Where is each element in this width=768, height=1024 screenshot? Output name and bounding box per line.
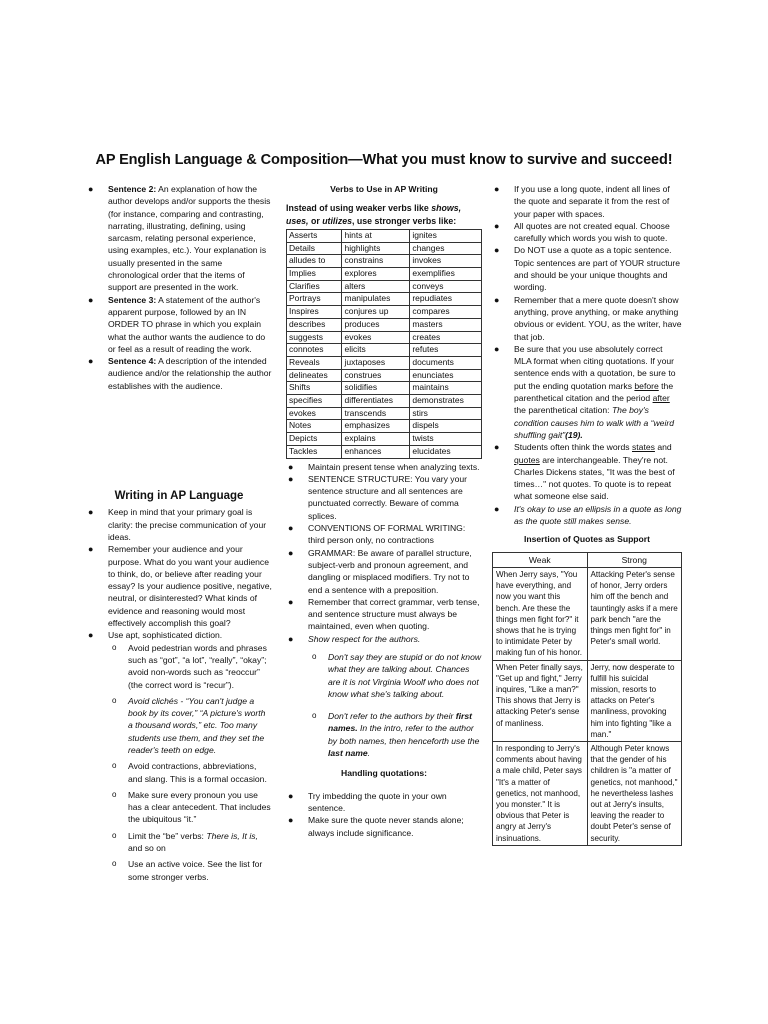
page-title: AP English Language & Composition—What you must know to survive and succeed! bbox=[95, 152, 673, 168]
table-row bbox=[493, 567, 682, 660]
table-cell: masters bbox=[410, 318, 482, 331]
list-item: ● Show respect for the authors. o Don't say they are stupid or do not know what they are talking about. Chances are it is not Virginia Woolf who does not know what she's talking about. o Don't refer to the authors by their first names. In the intro, refer to the author by both names, then henceforth use the last name. bbox=[286, 633, 482, 760]
insertion-heading: Insertion of Quotes as Support bbox=[523, 534, 651, 545]
table-row bbox=[287, 280, 482, 293]
list-item: ● Keep in mind that your primary goal is clarity: the precise communication of your ideas. bbox=[86, 506, 272, 543]
table-cell: delineates bbox=[287, 369, 342, 382]
table-cell: transcends bbox=[342, 407, 410, 420]
list-item: ● SENTENCE STRUCTURE: You vary your sentence structure and all sentences are punctuated correctly. Beware of comma splices. bbox=[286, 473, 482, 522]
list-item: ● Students often think the words states and quotes are interchangeable. They're not. Charles Dickens states, "It was the best of times…" not quotes. To quote is to repeat what someone else said. bbox=[492, 441, 682, 502]
table-cell: refutes bbox=[410, 344, 482, 357]
table-row bbox=[287, 407, 482, 420]
table-cell: Notes bbox=[287, 420, 342, 433]
table-row bbox=[287, 369, 482, 382]
table-cell-weak: In responding to Jerry's comments about having a male child, Peter says "It's a matter of genetics, not manhood, you monster." It is obvious that Peter is angry at Jerry's insinuations. bbox=[493, 741, 588, 845]
table-cell: evokes bbox=[342, 331, 410, 344]
verbs-table bbox=[286, 229, 482, 459]
table-cell: elicits bbox=[342, 344, 410, 357]
table-cell: maintains bbox=[410, 382, 482, 395]
column-right bbox=[492, 183, 682, 846]
quote-tips-list bbox=[492, 183, 682, 527]
list-item: o Avoid clichés - “You can't judge a book by its cover,” “A picture's worth a thousand words,” etc. Too many students use them, and they set the reader's teeth on edge. bbox=[108, 695, 272, 756]
table-cell: evokes bbox=[287, 407, 342, 420]
table-cell: explains bbox=[342, 433, 410, 446]
table-cell: construes bbox=[342, 369, 410, 382]
insertion-table bbox=[492, 552, 682, 846]
table-cell: Inspires bbox=[287, 306, 342, 319]
table-cell: alters bbox=[342, 280, 410, 293]
table-cell: Implies bbox=[287, 268, 342, 281]
list-item: ● Sentence 2: An explanation of how the author develops and/or supports the thesis (for instance, comparing and contrasting, narrating, illustrating, defining, using sarcasm, relating personal experience, using examples, etc.). Your explanation is usually presented in the same chronological order that the items of support are presented in the work. bbox=[86, 183, 272, 294]
list-item: o Make sure every pronoun you use has a clear antecedent. That includes the ubiquitous “it.” bbox=[108, 789, 272, 826]
list-item: o Limit the “be” verbs: There is, It is, and so on bbox=[108, 830, 272, 855]
table-row bbox=[287, 356, 482, 369]
sentence-list bbox=[86, 183, 272, 392]
column-left bbox=[86, 183, 272, 887]
table-row bbox=[287, 293, 482, 306]
column-header-weak: Weak bbox=[493, 552, 588, 567]
list-item: o Don't refer to the authors by their first names. In the intro, refer to the author by both names, then henceforth use the last name. bbox=[308, 710, 482, 759]
list-item: o Use an active voice. See the list for some stronger verbs. bbox=[108, 858, 272, 883]
list-item: ● Remember that correct grammar, verb tense, and sentence structure must always be maintained, even when quoting. bbox=[286, 596, 482, 633]
table-cell: describes bbox=[287, 318, 342, 331]
table-row bbox=[493, 741, 682, 845]
table-cell: changes bbox=[410, 242, 482, 255]
list-item: ● Remember that a mere quote doesn't show anything, prove anything, or make anything obvious or evident. YOU, as the writer, have that job. bbox=[492, 294, 682, 343]
table-cell: differentiates bbox=[342, 395, 410, 408]
table-row bbox=[287, 318, 482, 331]
table-cell: exemplifies bbox=[410, 268, 482, 281]
table-row bbox=[287, 420, 482, 433]
list-item: ● Maintain present tense when analyzing texts. bbox=[286, 461, 482, 473]
table-cell: repudiates bbox=[410, 293, 482, 306]
table-row bbox=[287, 344, 482, 357]
list-item: ● Try imbedding the quote in your own sentence. bbox=[286, 790, 482, 815]
list-item: ● All quotes are not created equal. Choose carefully which words you wish to quote. bbox=[492, 220, 682, 245]
table-row bbox=[287, 445, 482, 458]
list-item: ● GRAMMAR: Be aware of parallel structure, subject-verb and pronoun agreement, and dangling or misplaced modifiers. Try not to end a sentence with a preposition. bbox=[286, 547, 482, 596]
conventions-list bbox=[286, 461, 482, 760]
quotations-list bbox=[286, 790, 482, 839]
verbs-heading: Verbs to Use in AP Writing bbox=[330, 184, 438, 194]
table-cell: manipulates bbox=[342, 293, 410, 306]
table-row bbox=[493, 660, 682, 741]
table-cell: Reveals bbox=[287, 356, 342, 369]
table-cell: stirs bbox=[410, 407, 482, 420]
list-item: ● CONVENTIONS OF FORMAL WRITING: third person only, no contractions bbox=[286, 522, 482, 547]
table-cell: produces bbox=[342, 318, 410, 331]
list-item: ● Sentence 3: A statement of the author's apparent purpose, followed by an IN ORDER TO phrase in which you explain what the author wants the audience to do or feel as a result of reading the work. bbox=[86, 294, 272, 355]
list-item: ● Make sure the quote never stands alone; always include significance. bbox=[286, 814, 482, 839]
table-cell: Portrays bbox=[287, 293, 342, 306]
table-cell: dispels bbox=[410, 420, 482, 433]
table-cell: highlights bbox=[342, 242, 410, 255]
table-cell: alludes to bbox=[287, 255, 342, 268]
table-cell: twists bbox=[410, 433, 482, 446]
table-cell: constrains bbox=[342, 255, 410, 268]
table-row bbox=[287, 242, 482, 255]
table-cell-weak: When Peter finally says, "Get up and fight," Jerry inquires, "Like a man?" This shows that Jerry is attacking Peter's sense of manliness. bbox=[493, 660, 588, 741]
list-item: ● Remember your audience and your purpose. What do you want your audience to think, do, or believe after reading your essay? Is your audience positive, negative, neutral, or disinterested? What kinds of evidence and reasoning would most effectively accomplish this goal? bbox=[86, 543, 272, 629]
list-item: ● Do NOT use a quote as a topic sentence. Topic sentences are part of YOUR structure and should be your unique thoughts and wording. bbox=[492, 244, 682, 293]
list-item: o Avoid contractions, abbreviations, and slang. This is a formal occasion. bbox=[108, 760, 272, 785]
table-cell: Asserts bbox=[287, 229, 342, 242]
table-cell: Clarifies bbox=[287, 280, 342, 293]
table-row bbox=[287, 331, 482, 344]
table-row bbox=[287, 229, 482, 242]
table-row bbox=[287, 306, 482, 319]
column-middle bbox=[286, 183, 482, 839]
table-cell: Shifts bbox=[287, 382, 342, 395]
table-cell: elucidates bbox=[410, 445, 482, 458]
verbs-intro: Instead of using weaker verbs like shows, uses, or utilizes, use stronger verbs like: bbox=[286, 203, 462, 226]
table-cell: connotes bbox=[287, 344, 342, 357]
table-cell-strong: Attacking Peter's sense of honor, Jerry orders him off the bench and tauntingly asks if a mere park bench "are the things men fight for" in Peter's small world. bbox=[587, 567, 682, 660]
table-cell: solidifies bbox=[342, 382, 410, 395]
table-row bbox=[287, 395, 482, 408]
table-cell: specifies bbox=[287, 395, 342, 408]
table-cell: creates bbox=[410, 331, 482, 344]
table-cell: documents bbox=[410, 356, 482, 369]
table-row bbox=[287, 382, 482, 395]
list-item: ● It's okay to use an ellipsis in a quote as long as the quote still makes sense. bbox=[492, 503, 682, 528]
table-cell: explores bbox=[342, 268, 410, 281]
table-cell: suggests bbox=[287, 331, 342, 344]
list-item: ● Use apt, sophisticated diction. o Avoid pedestrian words and phrases such as “got”, “a lot”, “really”, “okay”; avoid non-words such as “reoccur” (the correct word is “recur”). o Avoid clichés - “You can't judge a book by its cover,” “A picture's worth a thousand words,” etc. Too many students use them, and they set the reader's teeth on edge. o Avoid contractions, abbreviations, and slang. This is a formal occasion. o Make sure every pronoun you use has a clear antecedent. That includes the ubiquitous “it.” o Limit the “be” verbs: There is, It is, and so on o Use an active voice. See the list for some stronger verbs. bbox=[86, 629, 272, 883]
table-cell: enunciates bbox=[410, 369, 482, 382]
table-cell: Details bbox=[287, 242, 342, 255]
table-cell: conjures up bbox=[342, 306, 410, 319]
table-cell: Depicts bbox=[287, 433, 342, 446]
list-item: ● If you use a long quote, indent all lines of the quote and separate it from the rest of your paper with spaces. bbox=[492, 183, 682, 220]
quotations-heading: Handling quotations: bbox=[341, 768, 427, 779]
table-row bbox=[287, 255, 482, 268]
table-cell: compares bbox=[410, 306, 482, 319]
table-cell: conveys bbox=[410, 280, 482, 293]
list-item: ● Be sure that you use absolutely correct MLA format when citing quotations. If your sentence ends with a quotation, be sure to put the ending quotation marks before the parenthetical citation and the period after the parenthetical citation: The boy's condition causes him to walk with a “weird shuffling gait”(19). bbox=[492, 343, 682, 441]
table-cell: invokes bbox=[410, 255, 482, 268]
table-row bbox=[287, 268, 482, 281]
table-cell: demonstrates bbox=[410, 395, 482, 408]
list-item: o Don't say they are stupid or do not know what they are talking about. Chances are it is not Virginia Woolf who does not know what she's talking about. bbox=[308, 651, 482, 700]
diction-sublist bbox=[108, 642, 272, 883]
table-cell: Tackles bbox=[287, 445, 342, 458]
table-cell: emphasizes bbox=[342, 420, 410, 433]
list-item: ● Sentence 4: A description of the intended audience and/or the relationship the author establishes with the audience. bbox=[86, 355, 272, 392]
list-item: o Avoid pedestrian words and phrases such as “got”, “a lot”, “really”, “okay”; avoid non-words such as “reoccur” (the correct word is “recur”). bbox=[108, 642, 272, 691]
table-cell-weak: When Jerry says, "You have everything, and now you want this bench. Are these the things men fight for?" it shows that he is trying to intimidate Peter by making fun of his honor. bbox=[493, 567, 588, 660]
writing-list bbox=[86, 506, 272, 883]
table-row bbox=[287, 433, 482, 446]
table-cell: ignites bbox=[410, 229, 482, 242]
column-header-strong: Strong bbox=[587, 552, 682, 567]
table-cell: juxtaposes bbox=[342, 356, 410, 369]
respect-sublist bbox=[308, 651, 482, 759]
table-cell: enhances bbox=[342, 445, 410, 458]
table-cell-strong: Although Peter knows that the gender of his children is "a matter of genetics, not manhood," he nevertheless lashes out at Jerry's insults, leaving the reader to doubt Peter's sense of security. bbox=[587, 741, 682, 845]
table-cell: hints at bbox=[342, 229, 410, 242]
table-cell-strong: Jerry, now desperate to fulfill his suicidal mission, resorts to attacks on Peter's manliness, provoking him into fighting "like a man." bbox=[587, 660, 682, 741]
writing-heading: Writing in AP Language bbox=[114, 490, 244, 503]
